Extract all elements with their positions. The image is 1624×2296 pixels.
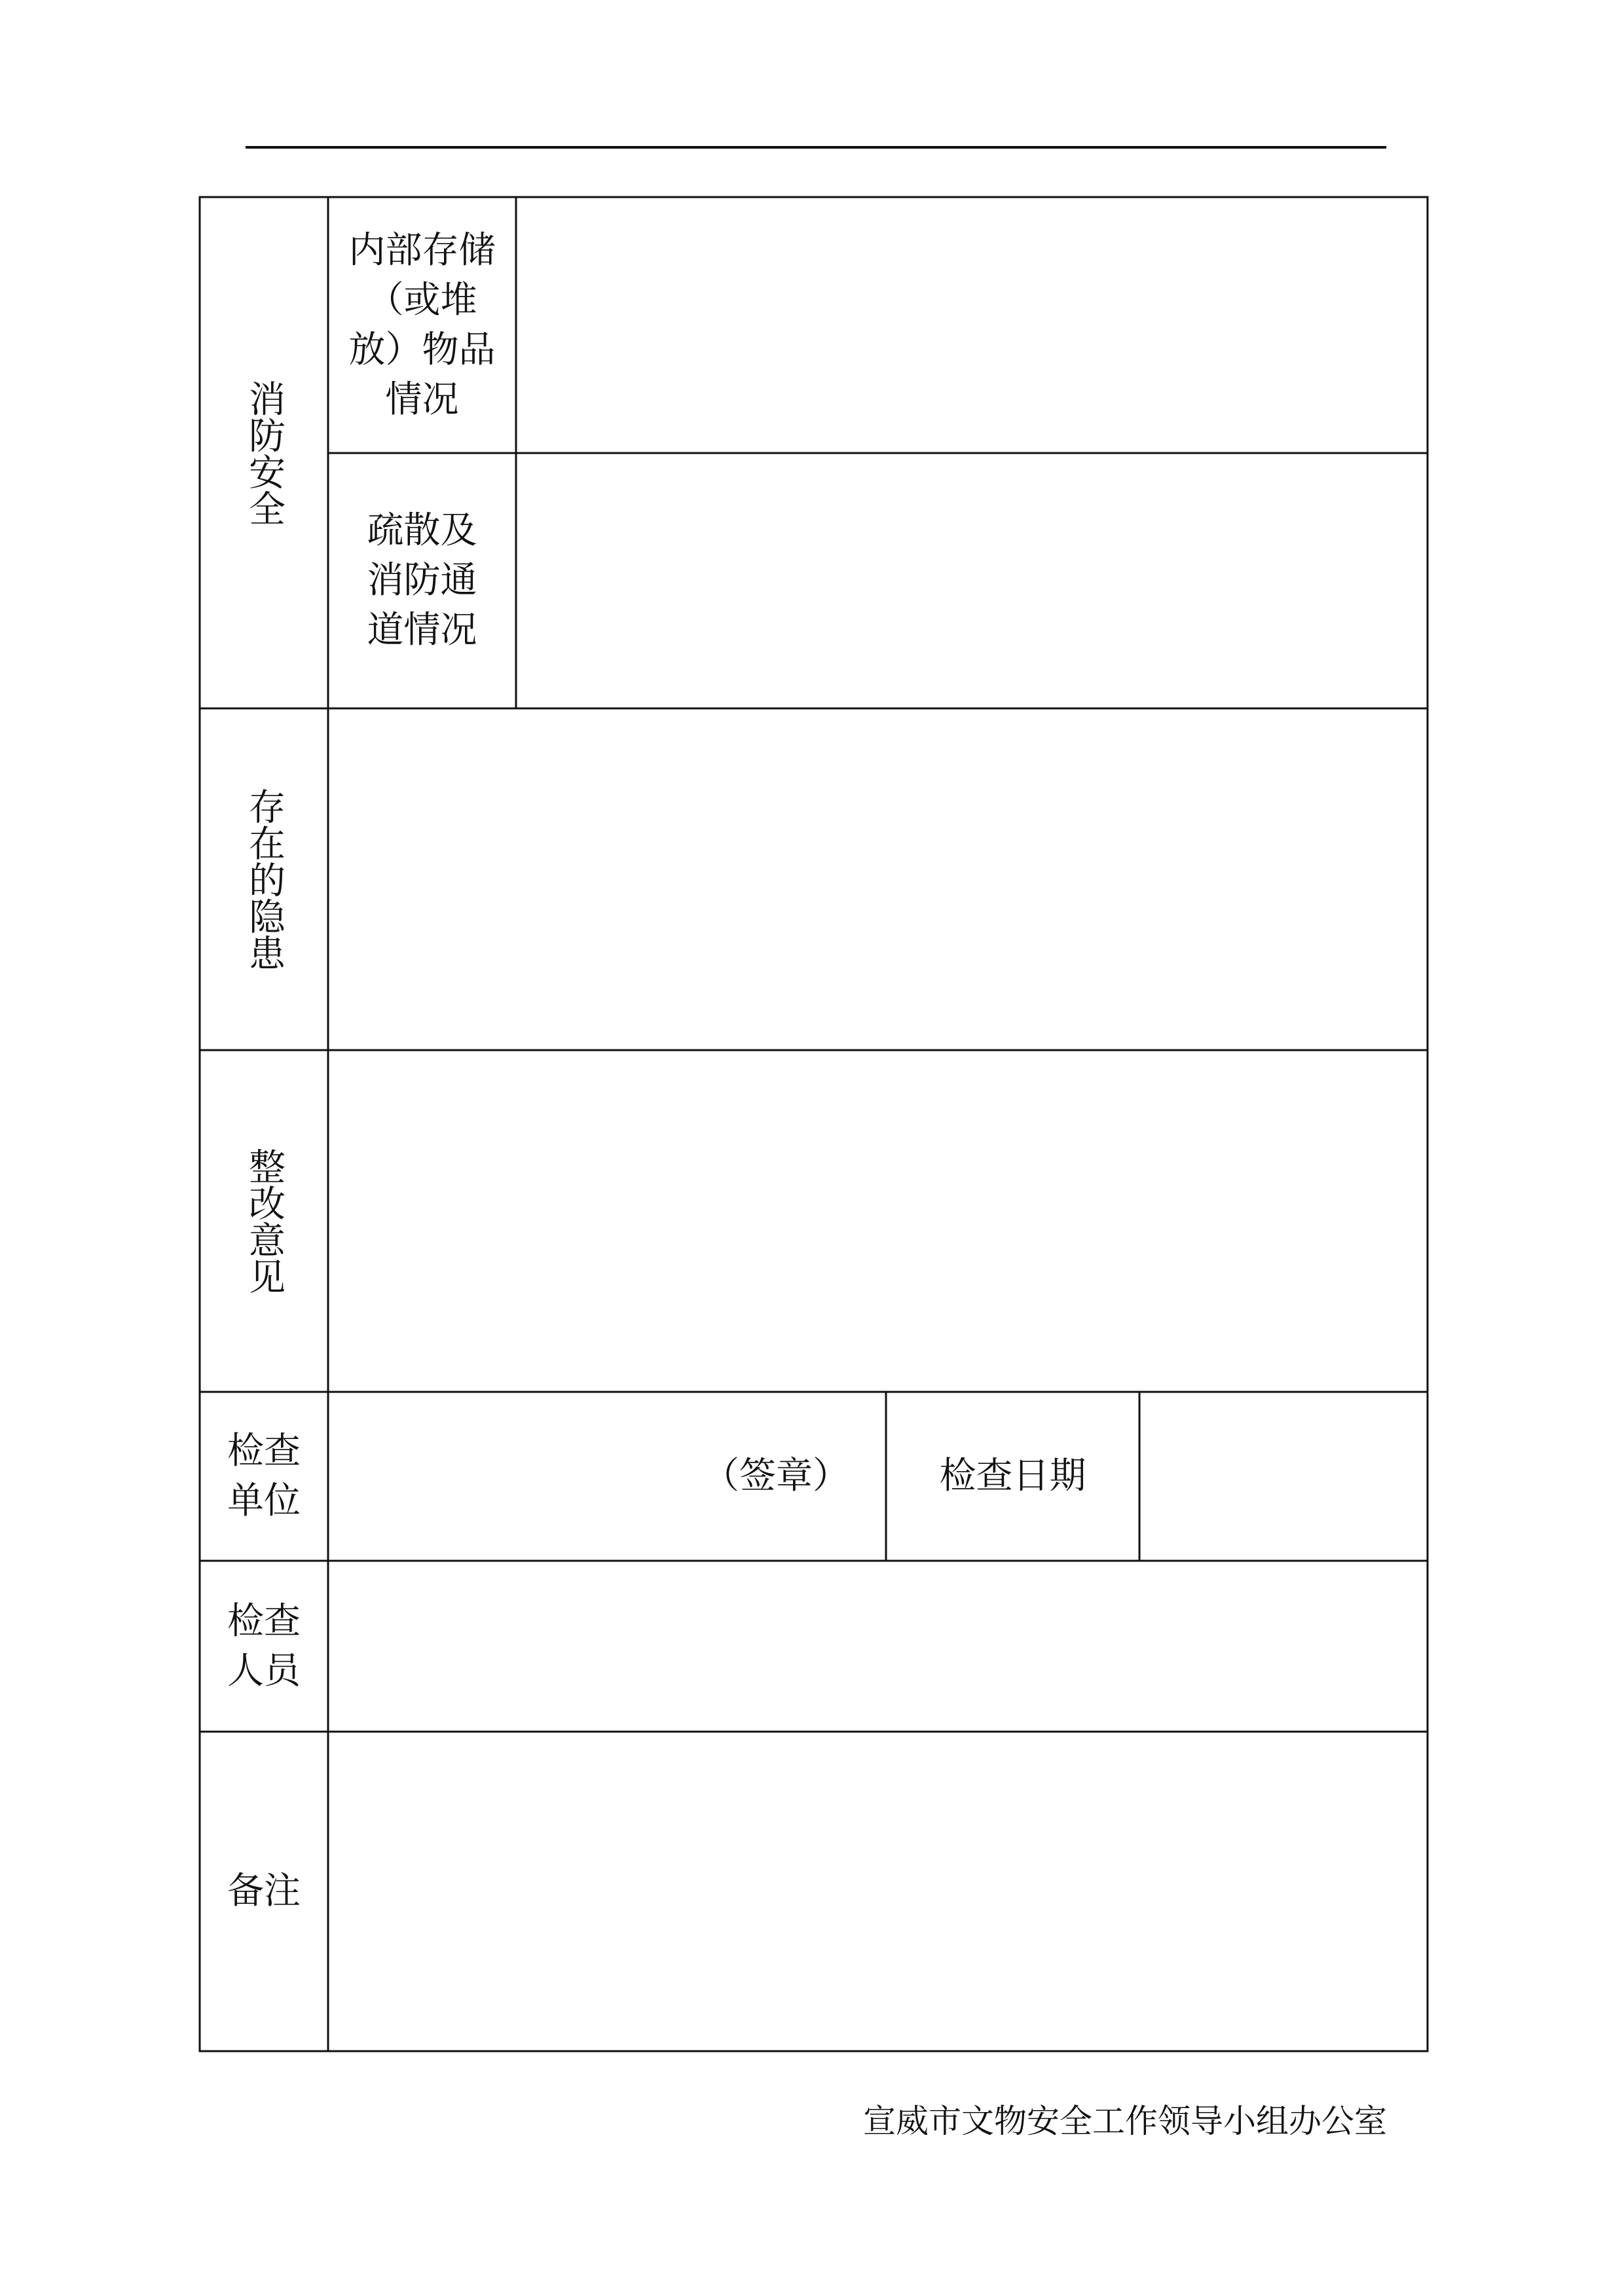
storage-label: 内部存储（或堆放）物品情况 (348, 228, 496, 421)
issuer-footer: 宣威市文物安全工作领导小组办公室 (863, 2102, 1387, 2140)
inspection-unit-label: 检查单位 (227, 1430, 301, 1522)
inspection-date-label: 检查日期 (939, 1455, 1086, 1497)
fire-safety-label: 消防安全 (243, 379, 286, 526)
evacuation-label: 疏散及消防通道情况 (367, 509, 477, 651)
hazards-label-cell (200, 708, 328, 1050)
inspection-date-label-cell (886, 1392, 1139, 1561)
remarks-value-field[interactable] (328, 1732, 1428, 2051)
inspectors-label-cell (200, 1561, 328, 1732)
inspectors-label: 检查人员 (227, 1599, 301, 1692)
fire-safety-label-cell (200, 197, 328, 708)
hazards-label: 存在的隐患 (243, 788, 286, 971)
seal-label: （签章） (703, 1455, 849, 1497)
storage-label-cell (328, 197, 516, 453)
rectification-label: 整改意见 (243, 1148, 286, 1294)
evacuation-value-field[interactable] (516, 453, 1428, 708)
inspection-unit-label-cell (200, 1392, 328, 1561)
remarks-label-cell (200, 1732, 328, 2051)
evacuation-label-cell (328, 453, 516, 708)
inspection-date-field[interactable] (1139, 1392, 1428, 1561)
rectification-label-cell (200, 1050, 328, 1392)
hazards-value-field[interactable] (328, 708, 1428, 1050)
inspection-unit-field[interactable] (328, 1392, 886, 1561)
rectification-value-field[interactable] (328, 1050, 1428, 1392)
remarks-label: 备注 (227, 1870, 301, 1912)
inspectors-value-field[interactable] (328, 1561, 1428, 1732)
storage-value-field[interactable] (516, 197, 1428, 453)
